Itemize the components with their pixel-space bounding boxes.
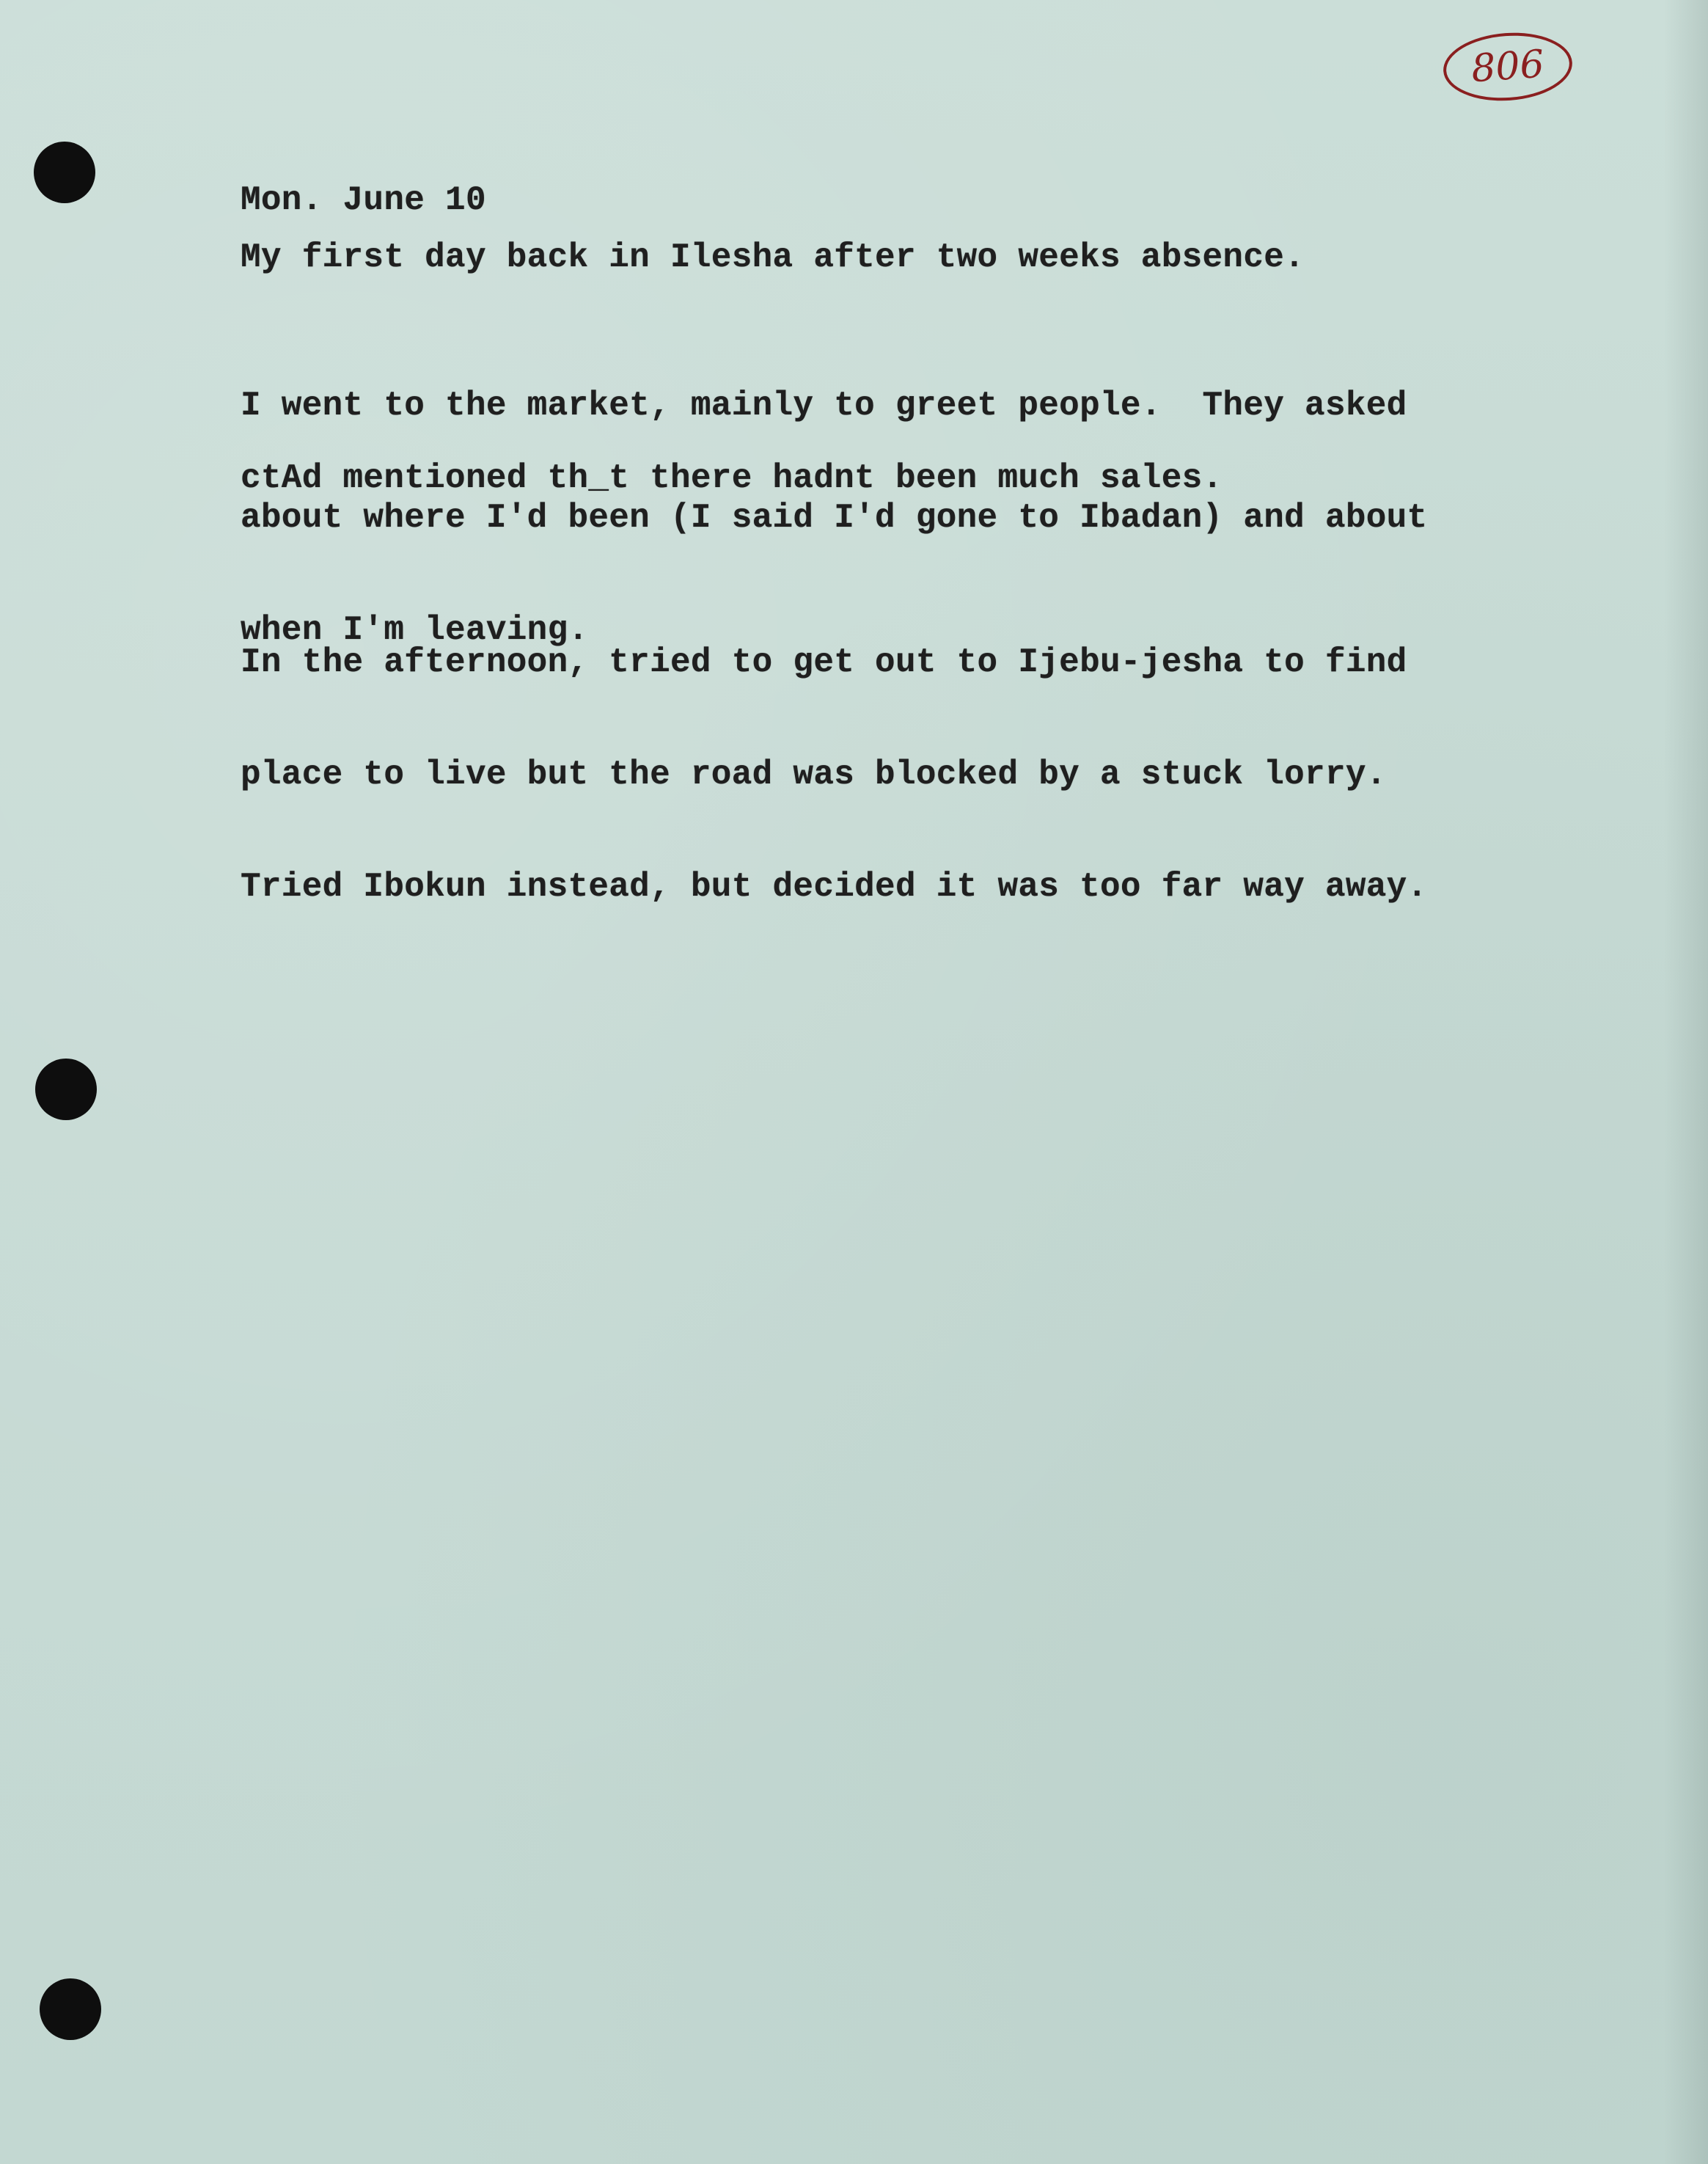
entry-first-line: My first day back in Ilesha after two weeks absence. — [241, 238, 1305, 277]
paragraph-afternoon — [241, 569, 1427, 981]
punch-hole-top — [34, 142, 95, 203]
paragraph-sales: ctAd mentioned th_t there hadnt been much sales. — [241, 459, 1223, 497]
paragraph-line: place to live but the road was blocked by a stuck lorry. — [241, 756, 1387, 794]
page-number-circled: 806 — [1441, 29, 1575, 105]
entry-date: Mon. June 10 — [241, 181, 486, 219]
punch-hole-bottom — [40, 1978, 101, 2040]
paragraph-line: when I'm leaving. — [241, 611, 589, 649]
paragraph-line: Tried Ibokun instead, but decided it was too far way away. — [241, 868, 1428, 906]
page-edge-shadow — [1664, 0, 1708, 2164]
paragraph-line: I went to the market, mainly to greet people. They asked — [241, 387, 1407, 425]
punch-hole-middle — [35, 1059, 97, 1120]
paragraph-line: In the afternoon, tried to get out to Ijebu-jesha to find — [241, 643, 1407, 681]
paragraph-line: about where I'd been (I said I'd gone to Ibadan) and about — [241, 499, 1428, 537]
